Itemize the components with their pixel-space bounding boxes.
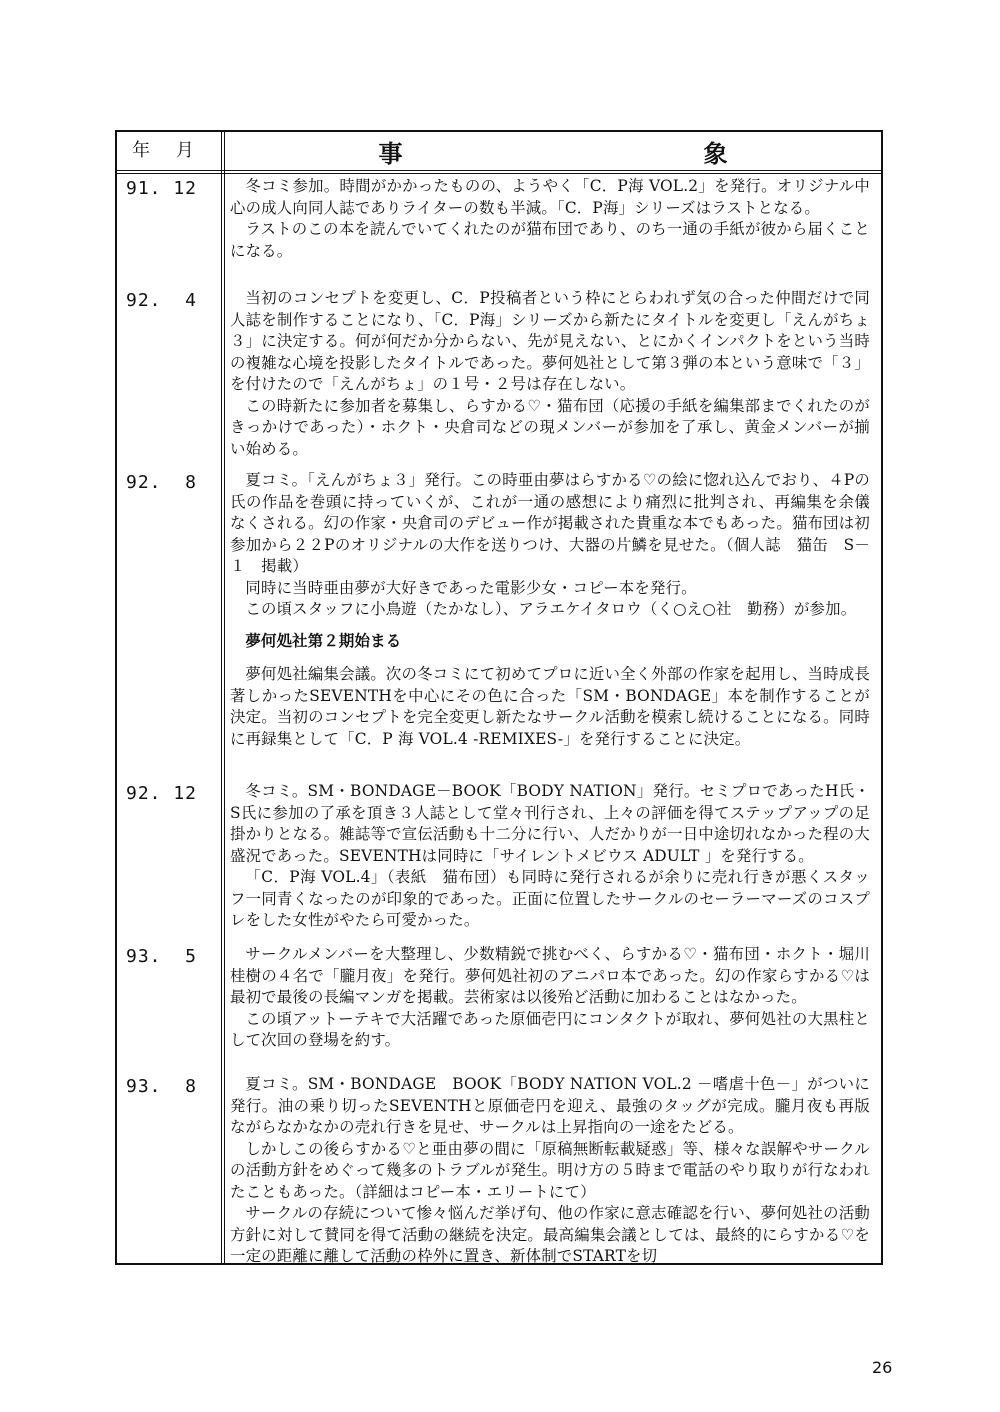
entry-date: 93. 5 <box>126 946 198 967</box>
header-event-column <box>228 134 878 168</box>
entry-body <box>230 944 870 1052</box>
entry-date: 91. 12 <box>126 178 198 199</box>
header-date-column: 年 月 <box>132 140 204 161</box>
entry-paragraph: サークルメンバーを大整理し、少数精鋭で挑むべく、らすかる♡・猫布団・ホクト・堀川桂樹の４名で「朧月夜」を発行。夢何処社初のアニパロ本であった。幻の作家らすかる♡は最初で最後の長編マンガを掲載。芸術家は以後殆ど活動に加わることはなかった。 <box>230 945 870 1006</box>
header-event-char-1: 事 <box>378 138 403 168</box>
entry-paragraph: 「C．P海 VOL.4」（表紙 猫布団）も同時に発行されるが余りに売れ行きが悪くスタッフ一同青くなったのが印象的であった。正面に位置したサークルのセーラーマーズのコスプレをした女性がやたら可愛かった。 <box>230 868 870 929</box>
entry-paragraph: この頃スタッフに小鳥遊（たかなし）、アラエケイタロウ（く○え○社 勤務）が参加。 <box>245 600 857 618</box>
entry-paragraph: この頃アットーテキで大活躍であった原価壱円にコンタクトが取れ、夢何処社の大黒柱として次回の登場を約す。 <box>230 1009 870 1049</box>
entry-paragraph: 同時に当時亜由夢が大好きであった電影少女・コピー本を発行。 <box>245 578 697 597</box>
entry-paragraph: 当初のコンセプトを変更し、C．P投稿者という枠にとらわれず気の合った仲間だけで同人誌を制作することになり、「C．P海」シリーズから新たにタイトルを変更し「えんがちょ３」に決定する。何が何だか分からない、先が見えない、とにかくインパクトをという当時の複雑な心境を投影したタイトルであった。夢何処社として第３弾の本という意味で「３」を付けたので「えんがちょ」の１号・２号は存在しない。 <box>230 289 870 393</box>
entry-paragraph: サークルの存続について惨々悩んだ挙げ句、他の作家に意志確認を行い、夢何処社の活動方針に対して賛同を得て活動の継続を決定。最高編集会議としては、最終的にらすかる♡を一定の距離に離して活動の枠外に置き、新体制でSTARTを切 <box>230 1204 870 1265</box>
page-number: 26 <box>872 1358 893 1377</box>
header-divider <box>115 170 883 174</box>
section-heading: 夢何処社第２期始まる <box>245 631 402 650</box>
entry-body <box>230 176 870 262</box>
entry-paragraph: しかしこの後らすかる♡と亜由夢の間に「原稿無断転載疑惑」等、様々な誤解やサークルの活動方針をめぐって幾多のトラブルが発生。明け方の５時まで電話のやり取りが行なわれたこともあった。（詳細はコピー本・エリートにて） <box>230 1139 870 1201</box>
entry-paragraph: 夏コミ。SM・BONDAGE BOOK「BODY NATION VOL.2 －嗜虐十色－」がついに発行。油の乗り切ったSEVENTHと原価壱円を迎え、最強のタッグが完成。朧月夜も再版ながらなかなかの売れ行きを見せ、サークルは上昇指向の一途をたどる。 <box>230 1075 870 1136</box>
entry-date: 93. 8 <box>126 1076 198 1097</box>
entry-paragraph: ラストのこの本を読んでいてくれたのが猫布団であり、のち一通の手紙が彼から届くことになる。 <box>230 220 870 260</box>
entry-date: 92. 12 <box>126 783 198 804</box>
entry-paragraph: 冬コミ。SM・BONDAGE－BOOK「BODY NATION」発行。セミプロであったH氏・S氏に参加の了承を頂き３人誌として堂々刊行され、上々の評価を得てステップアップの足掛かりとなる。雑誌等で宣伝活動も十二分に行い、人だかりが一日中途切れなかった程の大盛況であった。SEVENTHは同時に「サイレントメビウス ADULT 」を発行する。 <box>230 782 870 865</box>
entry-paragraph: 夢何処社編集会議。次の冬コミにて初めてプロに近い全く外部の作家を起用し、当時成長著しかったSEVENTHを中心にその色に合った「SM・BONDAGE」本を制作することが決定。当初のコンセプトを完全変更し新たなサークル活動を模索し続けることになる。同時に再録集として「C．P 海 VOL.4 -REMIXES-」を発行することに決定。 <box>230 665 870 748</box>
entry-date: 92. 8 <box>126 472 198 493</box>
entry-date: 92. 4 <box>126 290 198 311</box>
entry-paragraph: 冬コミ参加。時間がかかったものの、ようやく「C．P海 VOL.2」を発行。オリジナル中心の成人向同人誌でありライターの数も半減。「C．P海」シリーズはラストとなる。 <box>230 177 870 217</box>
header-event-char-2: 象 <box>703 138 728 168</box>
entry-body <box>230 781 870 932</box>
entry-paragraph: この時新たに参加者を募集し、らすかる♡・猫布団（応援の手紙を編集部までくれたのがきっかけであった）・ホクト・央倉司などの現メンバーが参加を了承し、黄金メンバーが揃い始める。 <box>230 396 870 458</box>
entry-body <box>230 470 870 750</box>
entry-body <box>230 1074 870 1268</box>
entry-body <box>230 288 870 460</box>
entry-paragraph: 夏コミ。「えんがちょ３」発行。この時亜由夢はらすかる♡の絵に惚れ込んでおり、４Pの氏の作品を巻頭に持っていくが、これが一通の感想により痛烈に批判され、再編集を余儀なくされる。幻の作家・央倉司のデビュー作が掲載された貴重な本でもあった。猫布団は初参加から２２Pのオリジナルの大作を送りつけ、大器の片鱗を見せた。（個人誌 猫缶 S－１ 掲載） <box>230 471 870 575</box>
